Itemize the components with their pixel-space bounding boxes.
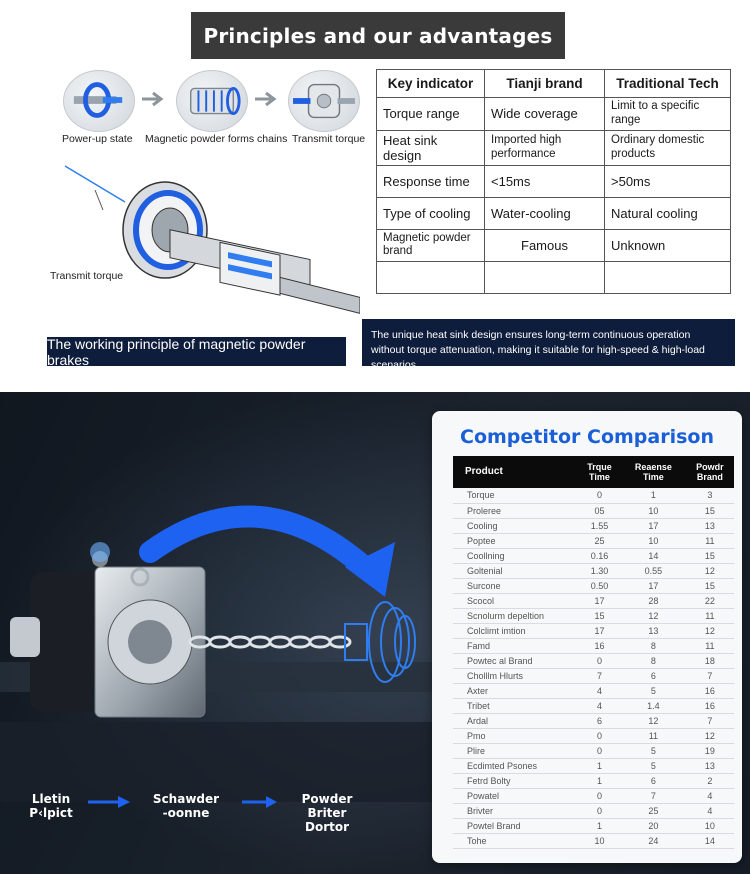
- table-cell: Poptee: [453, 533, 578, 548]
- table-cell: 8: [621, 653, 686, 668]
- table-cell: Limit to a specific range: [605, 98, 731, 131]
- table-cell: 0: [578, 803, 621, 818]
- table-row: [377, 165, 731, 197]
- flow-step: [284, 792, 370, 834]
- transmit-torque-label: Transmit torque: [50, 270, 124, 282]
- table-cell: Cooling: [453, 518, 578, 533]
- flow-step-line: -oonne: [162, 806, 210, 820]
- table-row: [453, 803, 734, 818]
- table-cell: 0: [578, 653, 621, 668]
- competitor-comparison-card: [432, 411, 742, 863]
- table-cell: 6: [578, 713, 621, 728]
- flow-step-line: Schawder: [152, 792, 220, 806]
- table-row: [453, 578, 734, 593]
- table-cell: 4: [686, 788, 734, 803]
- table-cell: 5: [621, 758, 686, 773]
- table-cell: 6: [621, 668, 686, 683]
- table-cell: Plire: [453, 743, 578, 758]
- header-line: Trque: [587, 462, 612, 472]
- table-cell: Axter: [453, 683, 578, 698]
- table-cell: 19: [686, 743, 734, 758]
- table-cell: Scnolurm depeltion: [453, 608, 578, 623]
- table-cell: 22: [686, 593, 734, 608]
- table-cell: Response time: [377, 165, 485, 197]
- table-cell: Ecdimted Psones: [453, 758, 578, 773]
- table-cell: 5: [621, 683, 686, 698]
- table-cell: 18: [686, 653, 734, 668]
- table-row: [453, 563, 734, 578]
- table-header-row: [453, 456, 734, 488]
- table-cell: 0: [578, 728, 621, 743]
- table-cell: Fetrd Bolty: [453, 773, 578, 788]
- header-line: Brand: [696, 472, 723, 482]
- table-cell: Torque range: [377, 98, 485, 131]
- table-cell: 15: [686, 578, 734, 593]
- header-line: Reaense: [634, 462, 672, 472]
- header-line: Product: [465, 466, 503, 477]
- table-cell: 11: [686, 638, 734, 653]
- table-cell: Tribet: [453, 698, 578, 713]
- table-cell: 1: [578, 818, 621, 833]
- table-cell: Ardal: [453, 713, 578, 728]
- table-cell: 10: [621, 533, 686, 548]
- table-row: [453, 683, 734, 698]
- table-row-empty: [377, 262, 731, 294]
- arrow-right-icon: [242, 795, 278, 809]
- table-cell: Natural cooling: [605, 197, 731, 229]
- table-cell: 6: [621, 773, 686, 788]
- table-cell: Cholllm Hlurts: [453, 668, 578, 683]
- table-row: [453, 533, 734, 548]
- table-cell: 25: [578, 533, 621, 548]
- header-traditional-tech: Traditional Tech: [605, 70, 731, 98]
- table-cell: Water-cooling: [485, 197, 605, 229]
- table-cell: 15: [686, 548, 734, 563]
- table-row: [377, 98, 731, 131]
- flow-step: [28, 792, 74, 820]
- table-cell: Coollning: [453, 548, 578, 563]
- header-powder-brand: [686, 456, 734, 488]
- flow-step-line: P‹lpict: [29, 806, 73, 820]
- table-row: [453, 488, 734, 503]
- table-cell: 0: [578, 788, 621, 803]
- header-torque-time: [578, 456, 621, 488]
- table-cell: 1.4: [621, 698, 686, 713]
- table-cell: 17: [578, 623, 621, 638]
- header-product: [453, 456, 578, 488]
- table-cell: 7: [686, 713, 734, 728]
- arrow-right-icon: [140, 90, 166, 108]
- table-cell: 5: [621, 743, 686, 758]
- table-cell: Famd: [453, 638, 578, 653]
- table-cell: Proleree: [453, 503, 578, 518]
- table-cell: 1.55: [578, 518, 621, 533]
- table-cell: 1: [621, 488, 686, 503]
- table-cell: 17: [621, 518, 686, 533]
- header-line: Time: [589, 472, 610, 482]
- table-cell: 4: [578, 683, 621, 698]
- principles-section: [0, 0, 750, 392]
- table-cell: 0.16: [578, 548, 621, 563]
- table-cell: >50ms: [605, 165, 731, 197]
- table-cell: Imported high performance: [485, 130, 605, 165]
- note-line: The unique heat sink design ensures long-term continuous operation: [371, 329, 691, 341]
- table-row: [453, 788, 734, 803]
- table-row: [453, 668, 734, 683]
- table-cell: Surcone: [453, 578, 578, 593]
- table-cell: Powtel Brand: [453, 818, 578, 833]
- table-cell: Goltenial: [453, 563, 578, 578]
- table-cell: Tohe: [453, 833, 578, 848]
- step-label-chains: Magnetic powder forms chains: [145, 133, 288, 145]
- table-row: [453, 773, 734, 788]
- table-cell: 12: [686, 623, 734, 638]
- table-cell: 0: [578, 743, 621, 758]
- table-cell: 1: [578, 773, 621, 788]
- table-cell: 15: [686, 503, 734, 518]
- table-cell: 7: [578, 668, 621, 683]
- table-cell: 13: [621, 623, 686, 638]
- table-row: [453, 503, 734, 518]
- table-cell: 8: [621, 638, 686, 653]
- key-indicator-table: [376, 69, 731, 294]
- header-line: Time: [642, 472, 664, 482]
- table-row: [453, 743, 734, 758]
- table-cell: 05: [578, 503, 621, 518]
- table-cell: Type of cooling: [377, 197, 485, 229]
- table-cell: 12: [686, 728, 734, 743]
- table-cell: 10: [578, 833, 621, 848]
- table-row: [377, 229, 731, 262]
- table-cell: Powatel: [453, 788, 578, 803]
- arrow-right-icon: [88, 795, 132, 809]
- table-cell: 3: [686, 488, 734, 503]
- table-cell: 4: [578, 698, 621, 713]
- header-tianji-brand: Tianji brand: [485, 70, 605, 98]
- table-row: [377, 130, 731, 165]
- table-cell: Wide coverage: [485, 98, 605, 131]
- table-row: [453, 758, 734, 773]
- table-cell: 11: [686, 533, 734, 548]
- competitor-table: [453, 456, 734, 849]
- table-cell: <15ms: [485, 165, 605, 197]
- table-cell: 12: [621, 608, 686, 623]
- table-row: [453, 608, 734, 623]
- table-cell: 7: [686, 668, 734, 683]
- table-cell: 13: [686, 758, 734, 773]
- table-row: [453, 518, 734, 533]
- table-cell: 0.50: [578, 578, 621, 593]
- header-key-indicator: Key indicator: [377, 70, 485, 98]
- table-cell: 24: [621, 833, 686, 848]
- transmit-torque-illustration: [288, 70, 360, 132]
- table-cell: 16: [578, 638, 621, 653]
- table-row: [453, 698, 734, 713]
- table-cell: 0: [578, 488, 621, 503]
- table-cell: 4: [686, 803, 734, 818]
- power-up-illustration: [63, 70, 135, 132]
- table-row: [453, 728, 734, 743]
- principle-caption: The working principle of magnetic powder brakes: [47, 337, 346, 366]
- table-cell: 15: [578, 608, 621, 623]
- table-cell: 11: [621, 728, 686, 743]
- table-cell: Colclimt imtion: [453, 623, 578, 638]
- table-header-row: [377, 70, 731, 98]
- table-cell: Scocol: [453, 593, 578, 608]
- table-cell: Torque: [453, 488, 578, 503]
- table-cell: Powtec al Brand: [453, 653, 578, 668]
- table-cell: 12: [621, 713, 686, 728]
- table-cell: 1: [578, 758, 621, 773]
- table-cell: 17: [621, 578, 686, 593]
- flow-step-line: Powder Briter: [301, 792, 353, 820]
- note-line: without torque attenuation, making it suitable for high-speed & high-load scenarios: [371, 344, 705, 371]
- section-title: Principles and our advantages: [191, 12, 565, 59]
- step-label-transmit: Transmit torque: [292, 133, 366, 145]
- table-cell: 28: [621, 593, 686, 608]
- table-cell: 25: [621, 803, 686, 818]
- table-row: [453, 623, 734, 638]
- table-row: [453, 713, 734, 728]
- arrow-right-icon: [253, 90, 279, 108]
- table-cell: 7: [621, 788, 686, 803]
- table-cell: 0.55: [621, 563, 686, 578]
- table-row: [453, 653, 734, 668]
- table-cell: 13: [686, 518, 734, 533]
- table-cell: Ordinary domestic products: [605, 130, 731, 165]
- powder-chains-illustration: [176, 70, 248, 132]
- table-row: [453, 818, 734, 833]
- table-row: [453, 593, 734, 608]
- heat-sink-note: [362, 319, 735, 371]
- table-cell: 16: [686, 683, 734, 698]
- table-cell: 17: [578, 593, 621, 608]
- card-title: Competitor Comparison: [460, 426, 714, 448]
- table-cell: Famous: [485, 229, 605, 262]
- table-cell: Pmo: [453, 728, 578, 743]
- table-row: [453, 548, 734, 563]
- table-cell: [485, 262, 605, 294]
- process-flow: [0, 792, 430, 832]
- table-cell: 16: [686, 698, 734, 713]
- table-cell: 14: [621, 548, 686, 563]
- table-cell: Magnetic powder brand: [377, 229, 485, 262]
- flow-step-line: Dortor: [304, 820, 350, 834]
- table-cell: Brivter: [453, 803, 578, 818]
- table-cell: 12: [686, 563, 734, 578]
- table-cell: Unknown: [605, 229, 731, 262]
- brake-exploded-drawing: [55, 150, 360, 328]
- table-cell: 2: [686, 773, 734, 788]
- header-response-time: [621, 456, 686, 488]
- step-label-power-up: Power-up state: [62, 133, 133, 145]
- table-cell: 10: [621, 503, 686, 518]
- table-cell: Heat sink design: [377, 130, 485, 165]
- table-cell: [605, 262, 731, 294]
- table-row: [453, 638, 734, 653]
- table-cell: 11: [686, 608, 734, 623]
- table-cell: 1.30: [578, 563, 621, 578]
- flow-step: [150, 792, 222, 820]
- flow-step-line: Lletin: [31, 792, 71, 806]
- table-row: [453, 833, 734, 848]
- table-cell: 14: [686, 833, 734, 848]
- table-cell: [377, 262, 485, 294]
- table-row: [377, 197, 731, 229]
- table-cell: 10: [686, 818, 734, 833]
- table-cell: 20: [621, 818, 686, 833]
- header-line: Powdr: [696, 462, 724, 472]
